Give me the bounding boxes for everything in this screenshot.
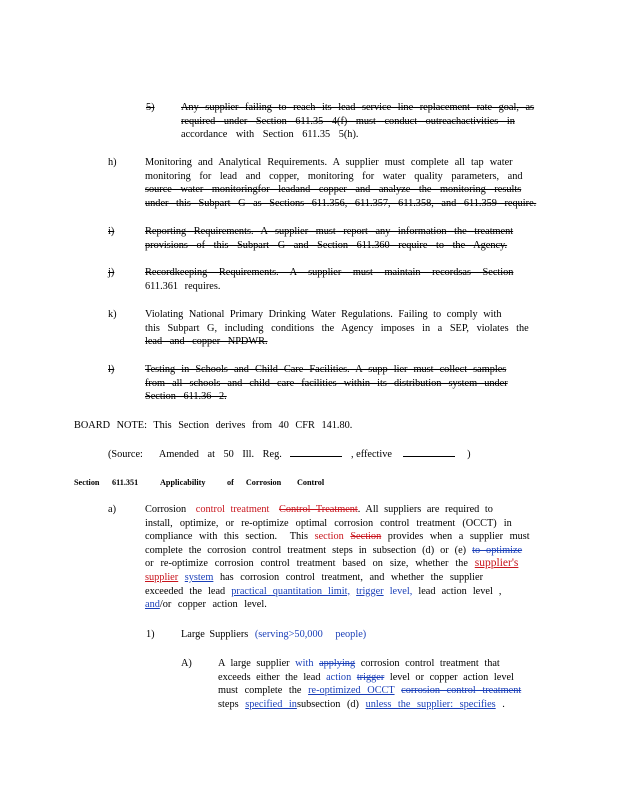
item-5-label: 5): [146, 102, 155, 113]
item-k-text: Violating National Primary Drinking Water Regulations. Failing to comply with this Subpart G, including conditions the Agency imposes in a SEP, violates the lead and copper NPDWR.: [145, 309, 529, 348]
item-l-text: Testing in Schools and Child Care Facilities. A supp lier must collect samples from all schools and child care facilities within its distribution system under Section 611.36 2.: [145, 364, 508, 403]
item-l-label: l): [108, 364, 115, 375]
item-5-text: Any supplier failing to reach its lead service line replacement rate goal, as required under Section 611.35 4(f) must conduct outreachactivities in accordance with Section 611.35 5(h).: [181, 102, 535, 141]
item-i-text: Reporting Requirements. A supplier must report any information the treatment provisions of this Subpart G and Section 611.360 require to the Agency.: [145, 226, 514, 251]
section-label: Section: [74, 478, 100, 487]
item-A-text: A large supplier with applying corrosion control treatment that exceeds either the lead action trigger level or copper action level must complete the re-optimized OCCT corrosion control treatment steps specified insubsection (d) unless the supplier: specifies .: [218, 658, 522, 710]
effective-date-blank: [403, 446, 455, 457]
item-a-label: a): [108, 504, 116, 515]
item-h-text: Monitoring and Analytical Requirements. A supplier must complete all tap water monitoring for lead and copper, monitoring for water quality parameters, and source water monitoringfor leadand copper and analyze the monitoring results under this Subpart G as Sections 611.356, 611.357, 611.358, and 611.359 require.: [145, 157, 537, 209]
item-h-label: h): [108, 157, 117, 168]
board-note: BOARD NOTE: This Section derives from 40 CFR 141.80.: [74, 420, 353, 431]
register-blank: [290, 446, 342, 457]
item-j-label: j): [108, 267, 115, 278]
item-j-text: Recordkeeping Requirements. A supplier must maintain recordsas Section 611.361 requires.: [145, 267, 514, 292]
section-number: 611.351: [112, 478, 139, 487]
item-i-label: i): [108, 226, 115, 237]
item-1-text: Large Suppliers (serving>50,000 people): [181, 629, 367, 640]
item-1-label: 1): [146, 629, 155, 640]
item-a-text: Corrosion control treatment Control Treatment. All suppliers are required to install, optimize, or re-optimize optimal corrosion control treatment (OCCT) in compliance with this section. This section Section provides when a supplier must complete the corrosion control treatment steps in subsection (d) or (e) to optimize or re-optimize corrosion control treatment based on size, whether the supplier's supplier system has corrosion control treatment, and whether the supplier exceeded the lead practical quantitation limit, trigger level, lead action level , and/or copper action level.: [145, 504, 530, 611]
section-title-word-3: Control: [297, 478, 325, 487]
section-title-word-1: Applicability: [160, 478, 206, 487]
section-title-word-2: of Corrosion: [227, 478, 282, 487]
item-A-label: A): [181, 658, 192, 669]
source-note: (Source: Amended at 50 Ill. Reg. , effective ): [108, 446, 471, 462]
item-k-label: k): [108, 309, 117, 320]
